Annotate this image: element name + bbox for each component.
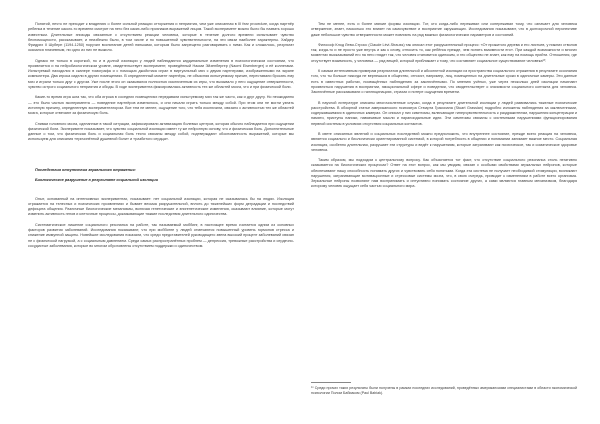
- body-paragraph: Понятий, нечто не преходит к владению о более сильной реакции отторжения и неприятия, чем уже описанная в III fear procedure, когда партнёр ребенка в течение какого-то времени смотрит на него без каких-либо признаков выражений лицом. Такой эксперимент можно было бы назвать хорошо известным. Длительные эпизоды связанные с отсутствием реакции человека, которые в течение долгого времени испытывает чувство беспомощности, рассказывает, и неизбежно было, в том числе и по повышенной чувствительности, на эти связи наиболее характерны. Хайдер Фридрих II Шуберн (1194-1250) поручил воспитание детей няньками, которым было запрещено разговаривать с ними. Как и сложилось, результат оказался плачевным, ни одно из них не выжило.: [28, 22, 294, 53]
- body-paragraph: Философ Клод Леви-Стросс (Claude Lévi-Strauss) так описал этот разрушительный процесс: «От прожитого дерева и его листьев, у нижних стволов так, когда-то и не просто уже внутрь и как к слову, относить то, как ребёнок прежде, чем понять взаимности его». При каждой возможности и многих моментах высказываний его на него глядит так, что человек становится одиноким, и это общество не знает, как ему на помощь прийти. Отношения, где отсутствует взаимность, у человека — ряд вещей, который приближает к тому, что составляет социальное существование человека¹⁰.: [311, 42, 577, 63]
- section-heading: Последствия отсутствия зеркального отражения:: [35, 167, 136, 172]
- body-paragraph: В свете описанных явлений и социальных последствий можно предположить, что внутреннее состояние, прежде всего реакция на человека, является социально и биологически ориентированной системой, в которой потребность в общении и понимании занимает важное место. Социальная изоляция, особенно длительная, разрушает эти структуры и ведёт к нарушениям, которые затрагивают как психическое, так и соматическое здоровье человека.: [311, 132, 577, 152]
- body-paragraph: К самым интенсивным примерам результатов длительной и абсолютной изоляции из пространства социального отражения в результате осознания того, что ты больше никогда не вернешься в общество, относят, например, лиц, помещенных на длительные сроки в одиночные камеры. Эти данные есть в известных работах, посвящённых наблюдению за заключёнными. По мнению учёных, уже через несколько дней изоляции начинают проявляться нарушения в восприятии, эмоциональной сфере и поведении, что свидетельствует о значимости социального контакта для человека. Заключённые рассказывали о галлюцинациях, страхах и потере ощущения времени.: [311, 69, 577, 95]
- footnotes: [311, 382, 577, 396]
- footnote: ¹⁰ Среди прочих таких результаты были получены в рамках последних исследований, проведённых американскими специалистами в области экономической психологии Полом Бабиаком (Paul Babiak).: [311, 386, 577, 395]
- footnote-divider: [311, 382, 351, 383]
- body-paragraph: В научной литературе описаны многочисленные случаи, когда в результате длительной изоляции у людей развивались тяжелые психические расстройства. В обзорной статье американского психиатра Стюарта Грассиана (Stuart Grassian) подробно изложены наблюдения за заключенными, содержавшимися в одиночных камерах. Он описал у них симптомы, включающие гиперчувствительность к раздражителям, нарушения концентрации и памяти, приступы паники, навязчивые мысли и параноидальные идеи. Эти симптомы связаны с системными нарушениями функционирования нервной системы в условиях отсутствия социальных контактов.: [311, 100, 577, 126]
- right-column: [311, 22, 577, 195]
- body-paragraph: Опыт, основанный на интенсивных экспериментах, показывает: нет социальной изоляции, которая не сказывалась бы на людях. Изоляция отражается на телесных и психических проявлениях и бывает весьма разрушительной, вплоть до тяжелейших форм деградации и последствий дефицита общения. Различные биологические механизмы, включая генетические и эпигенетические изменения, оказывают влияние, которые могут изменить активность генов и клеточные процессы, доказывающие тяжкие последствия длительного одиночества.: [28, 196, 294, 217]
- body-paragraph: Однако не только в короткой, но и в долгой изоляции у людей наблюдаются кардинальные изменения в психологическом состоянии, что проявляется и на нейробиологическом уровне, свидетельствует эксперимент, проведённый Наоми Эйзенбергер (Naomi Eisenberger) и её коллегами. Испытуемый находился в сканере томографа и с помощью джойстика играл в виртуальный мяч с двумя партнерами, изображенными на экране компьютера. Два игрока сидели в других помещениях. В определенный момент партнёры, не объясняя испытуемому причин, переставали бросать ему мяч и играли только друг с другом. Уже после этого он оказывался полностью исключенным из игры, что вызывало у него ощущение отверженности, чувство острого социального неприятия и обиды. В ходе эксперимента фиксировалась активность тех же областей мозга, что и при физической боли.: [28, 58, 294, 89]
- body-paragraph: Систематическое лишение социального резонанса на работе, так называемый моббинг, в настоящее время считается одним из основных факторов развития заболеваний. Исследования показывают, что при моббинге у людей отмечаются повышенный уровень гормонов стресса и снижение иммунной защиты. Новейшие исследования показали, что среди представителей руководящего звена высокий процент заболеваний связан не с физической нагрузкой, а с социальным давлением. Среди самых распространённых проблем — депрессия, тревожные расстройства и сердечно-сосудистые заболевания, которые во многом обусловлены отсутствием поддержки и одиночеством.: [28, 222, 294, 248]
- body-paragraph: Таким образом, мы подходим к центральному вопросу. Как объясняется тот факт, что отсутствие социального резонанса столь негативно сказывается на биологических процессах? Ответ на этот вопрос, как мы увидим, связан с особыми свойствами зеркальных нейронов, которые обеспечивают нашу способность понимать других и чувствовать себя понятыми. Когда эта система не получает необходимой стимуляции, возникают нарушения, затрагивающие мотивационные и стрессовые системы мозга, что, в свою очередь, приводит к изменениям в работе всего организма. Зеркальные нейроны позволяют нам воспринимать и интуитивно понимать состояние других, а сами являются главным механизмом, благодаря которому человек ощущает себя частью социального мира.: [311, 158, 577, 189]
- body-paragraph: Тем не менее, есть и более мягкие формы изоляции. Тот, кто когда-либо переживал или сопереживал тому, что означает для человека отвержение, знает, насколько это влияет на самочувствие и восприятие окружающих. Исследования показывают, что в долгосрочной перспективе даже небольшое чувство отверженности может повлиять на ряд важных физиологических параметров и состояний.: [311, 22, 577, 37]
- section-subheading: Биологическое разрушение в результате социальной изоляции: [35, 178, 158, 183]
- body-paragraph: Какие-то время игра шла так, что оба игрока в соседних помещениях передавали испытуемому мяч так же часто, как и друг другу. Но неожиданно — это было частью эксперимента — поведение партнёров изменилось, и они начали играть только между собой. При этом они не могли узнать истинную причину, определенную экспериментатором. Все тем не менее, ощущение того, что тебя исключили, связано с активностью тех же областей мозга, которые отвечают за физическую боль.: [28, 95, 294, 116]
- body-paragraph: Снимки головного мозга, сделанные в такой ситуации, зафиксировали активизацию болевых центров, которая обычно наблюдается при ощущении физической боли. Эксперимент показывает, что чувство социальной изоляции имеет ту же нейронную основу, что и физическая боль. Дополнительные данные о том, что физическая боль и социальная боль тесно связаны между собой, подтверждают обоснованность выражений, которые мы используем для описания «причинённой душевной боли» и «разбитого сердца».: [28, 121, 294, 142]
- left-column: [28, 22, 294, 254]
